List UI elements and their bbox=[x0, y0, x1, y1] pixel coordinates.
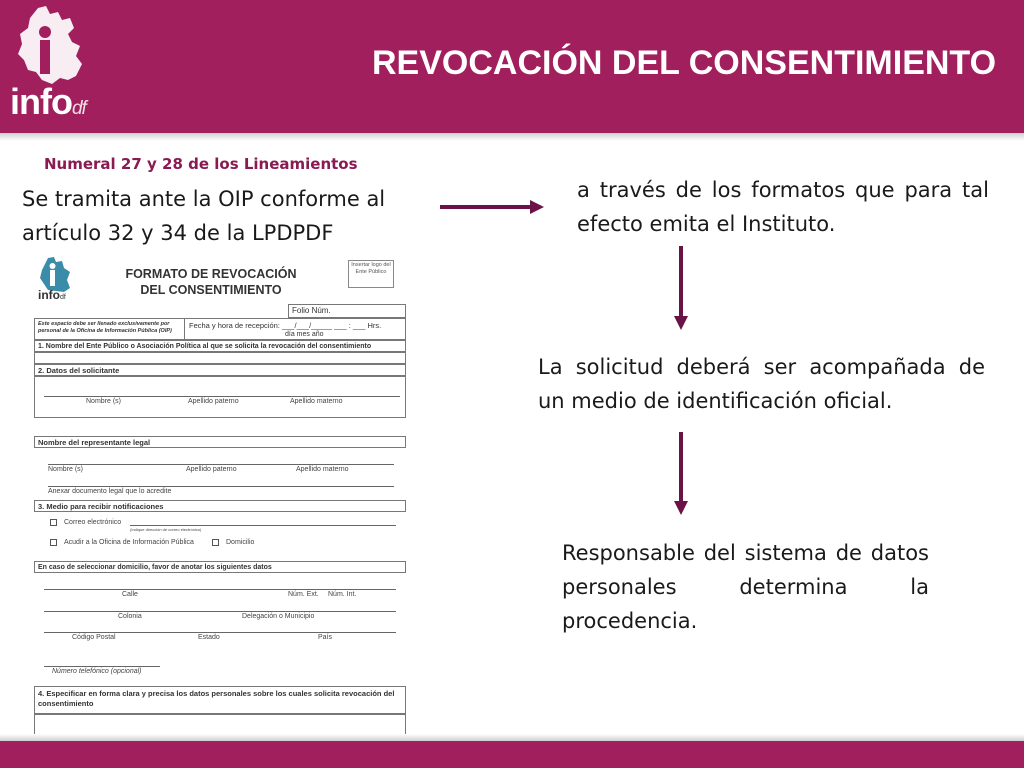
form-line bbox=[44, 589, 396, 590]
form-folio: Folio Núm. bbox=[288, 304, 406, 318]
checkbox-correo-icon bbox=[50, 519, 57, 526]
form-label-cp: Código Postal bbox=[72, 634, 116, 641]
form-label-acudir: Acudir a la Oficina de Información Pública bbox=[64, 539, 194, 546]
form-label-anexar: Anexar documento legal que lo acredite bbox=[48, 488, 172, 495]
text-formatos: a través de los formatos que para tal efecto emita el Instituto. bbox=[577, 178, 989, 236]
form-line bbox=[44, 666, 160, 667]
footer-divider bbox=[0, 734, 1024, 741]
arrow-right-icon bbox=[440, 200, 544, 214]
form-line bbox=[44, 396, 400, 397]
arrow-down-icon bbox=[674, 432, 688, 515]
footer-banner bbox=[0, 741, 1024, 768]
form-line bbox=[48, 464, 394, 465]
form-label-nombre: Nombre (s) bbox=[48, 466, 84, 473]
form-label-delegacion: Delegación o Municipio bbox=[242, 613, 315, 620]
form-label-calle: Calle bbox=[122, 591, 138, 598]
form-label-nombre: Nombre (s) bbox=[86, 398, 122, 405]
form-label-domicilio: Domicilio bbox=[226, 539, 255, 546]
form-label-ap-mat: Apellido materno bbox=[290, 398, 343, 405]
form-reception-row bbox=[34, 318, 406, 340]
infodf-logo-text: infodf bbox=[10, 81, 86, 122]
form-label-ap-mat: Apellido materno bbox=[296, 466, 349, 473]
revocation-form-image bbox=[30, 252, 412, 747]
form-line bbox=[130, 525, 396, 526]
form-caso-domicilio: En caso de seleccionar domicilio, favor de anotar los siguientes datos bbox=[34, 561, 406, 573]
form-label-telefono: Número telefónico (opcional) bbox=[52, 668, 142, 675]
subtitle-numeral: Numeral 27 y 28 de los Lineamientos bbox=[44, 155, 358, 173]
text-oip: Se tramita ante la OIP conforme al artículo 32 y 34 de la LPDPDF bbox=[22, 187, 386, 245]
checkbox-domicilio-icon bbox=[212, 539, 219, 546]
form-label-estado: Estado bbox=[198, 634, 220, 641]
form-section-4: 4. Especificar en forma clara y precisa los datos personales sobre los cuales solicita revocación del consentimiento bbox=[38, 689, 395, 708]
form-section-1: 1. Nombre del Ente Público o Asociación Política al que se solicita la revocación del consentimiento bbox=[34, 340, 406, 352]
form-logo-text: infodf bbox=[38, 288, 66, 302]
form-fecha-sub: día mes año bbox=[285, 331, 324, 338]
header-banner bbox=[0, 0, 1024, 133]
text-solicitud: La solicitud deberá ser acompañada de un medio de identificación oficial. bbox=[538, 355, 985, 413]
form-fecha-label: Fecha y hora de recepción: ___/___/_____ ___ : ___ Hrs. bbox=[189, 321, 382, 330]
form-section-2: 2. Datos del solicitante bbox=[34, 364, 406, 376]
form-line bbox=[44, 632, 396, 633]
form-label-pais: País bbox=[318, 634, 333, 641]
text-responsable: Responsable del sistema de datos personales determina la procedencia. bbox=[562, 541, 929, 633]
form-label-ap-pat: Apellido paterno bbox=[186, 466, 237, 473]
form-section-1-box bbox=[34, 352, 406, 364]
form-label-correo-hint: (Indique dirección de correo electrónico) bbox=[130, 527, 202, 532]
form-label-colonia: Colonia bbox=[118, 613, 142, 620]
form-section-2-box bbox=[34, 376, 406, 418]
form-label-ap-pat: Apellido paterno bbox=[188, 398, 239, 405]
form-label-num-int: Núm. Int. bbox=[328, 591, 357, 598]
form-title: FORMATO DE REVOCACIÓN DEL CONSENTIMIENTO bbox=[125, 267, 297, 297]
form-section-3: 3. Medio para recibir notificaciones bbox=[34, 500, 406, 512]
page-title: REVOCACIÓN DEL CONSENTIMIENTO bbox=[372, 44, 997, 82]
form-line bbox=[48, 486, 394, 487]
form-representante: Nombre del representante legal bbox=[34, 436, 406, 448]
form-oip-note: Este espacio debe ser llenado exclusivamente por personal de la Oficina de Información Pública (OIP) bbox=[35, 319, 185, 339]
header-divider bbox=[0, 133, 1024, 141]
form-label-correo: Correo electrónico bbox=[64, 519, 122, 526]
arrow-down-icon bbox=[674, 246, 688, 330]
form-logo-placeholder: Insertar logo del Ente Público bbox=[348, 260, 394, 288]
form-line bbox=[44, 611, 396, 612]
form-label-num-ext: Núm. Ext. bbox=[288, 591, 319, 598]
checkbox-acudir-icon bbox=[50, 539, 57, 546]
